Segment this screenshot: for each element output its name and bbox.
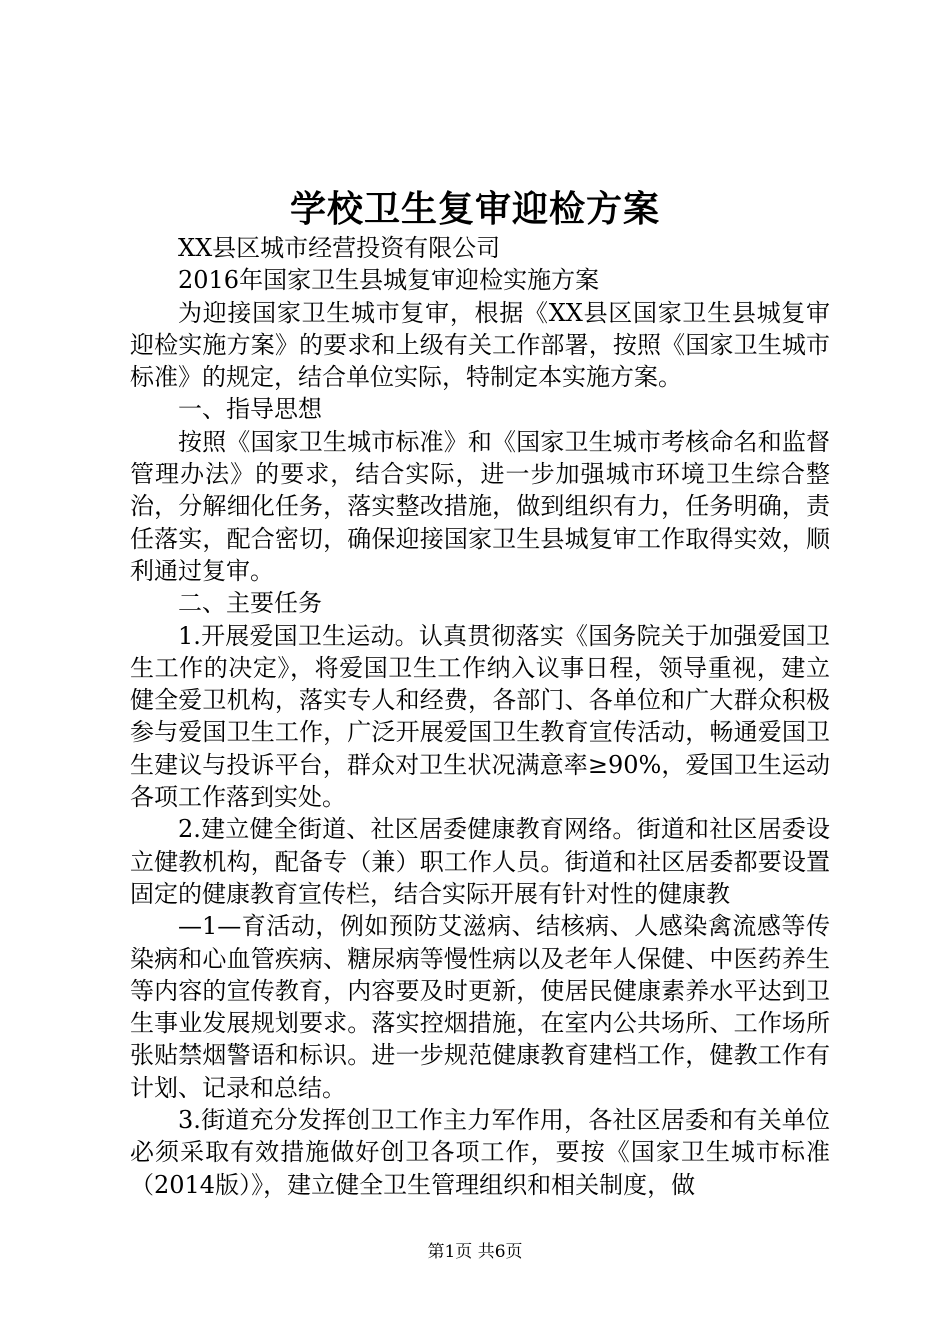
document-body bbox=[130, 232, 830, 1201]
task-3-paragraph: 3.街道充分发挥创卫工作主力军作用，各社区居委和有关单位必须采取有效措施做好创卫各项工作，要按《国家卫生城市标准（2014版）》，建立健全卫生管理组织和相关制度，做 bbox=[130, 1106, 830, 1199]
page-number-footer: 第1页 共6页 bbox=[427, 1242, 523, 1262]
document-title: 学校卫生复审迎检方案 bbox=[289, 188, 660, 230]
section-heading-guiding-thought: 一、指导思想 bbox=[178, 395, 322, 424]
task-2-paragraph: 2.建立健全街道、社区居委健康教育网络。街道和社区居委设立健教机构，配备专（兼）职工作人员。街道和社区居委都要设置固定的健康教育宣传栏，结合实际开展有针对性的健康教 bbox=[130, 815, 830, 908]
task-2-continued-paragraph: —1—育活动，例如预防艾滋病、结核病、人感染禽流感等传染病和心血管疾病、糖尿病等慢性病以及老年人保健、中医药养生等内容的宣传教育，内容要及时更新，使居民健康素养水平达到卫生事业发展规划要求。落实控烟措施，在室内公共场所、工作场所张贴禁烟警语和标识。进一步规范健康教育建档工作，健教工作有计划、记录和总结。 bbox=[130, 912, 830, 1102]
section-heading-main-tasks: 二、主要任务 bbox=[178, 589, 322, 618]
guiding-thought-paragraph: 按照《国家卫生城市标准》和《国家卫生城市考核命名和监督管理办法》的要求，结合实际，进一步加强城市环境卫生综合整治，分解细化任务，落实整改措施，做到组织有力，任务明确，责任落实，配合密切，确保迎接国家卫生县城复审工作取得实效，顺利通过复审。 bbox=[130, 427, 830, 585]
intro-paragraph: 为迎接国家卫生城市复审，根据《XX县区国家卫生县城复审迎检实施方案》的要求和上级有关工作部署，按照《国家卫生城市标准》的规定，结合单位实际，特制定本实施方案。 bbox=[130, 298, 830, 392]
task-1-paragraph: 1.开展爱国卫生运动。认真贯彻落实《国务院关于加强爱国卫生工作的决定》，将爱国卫生工作纳入议事日程，领导重视，建立健全爱卫机构，落实专人和经费，各部门、各单位和广大群众积极参与爱国卫生工作，广泛开展爱国卫生教育宣传活动，畅通爱国卫生建议与投诉平台，群众对卫生状况满意率≥90%，爱国卫生运动各项工作落到实处。 bbox=[130, 621, 830, 812]
company-name: XX县区城市经营投资有限公司 bbox=[178, 234, 501, 262]
plan-subtitle: 2016年国家卫生县城复审迎检实施方案 bbox=[178, 266, 600, 295]
